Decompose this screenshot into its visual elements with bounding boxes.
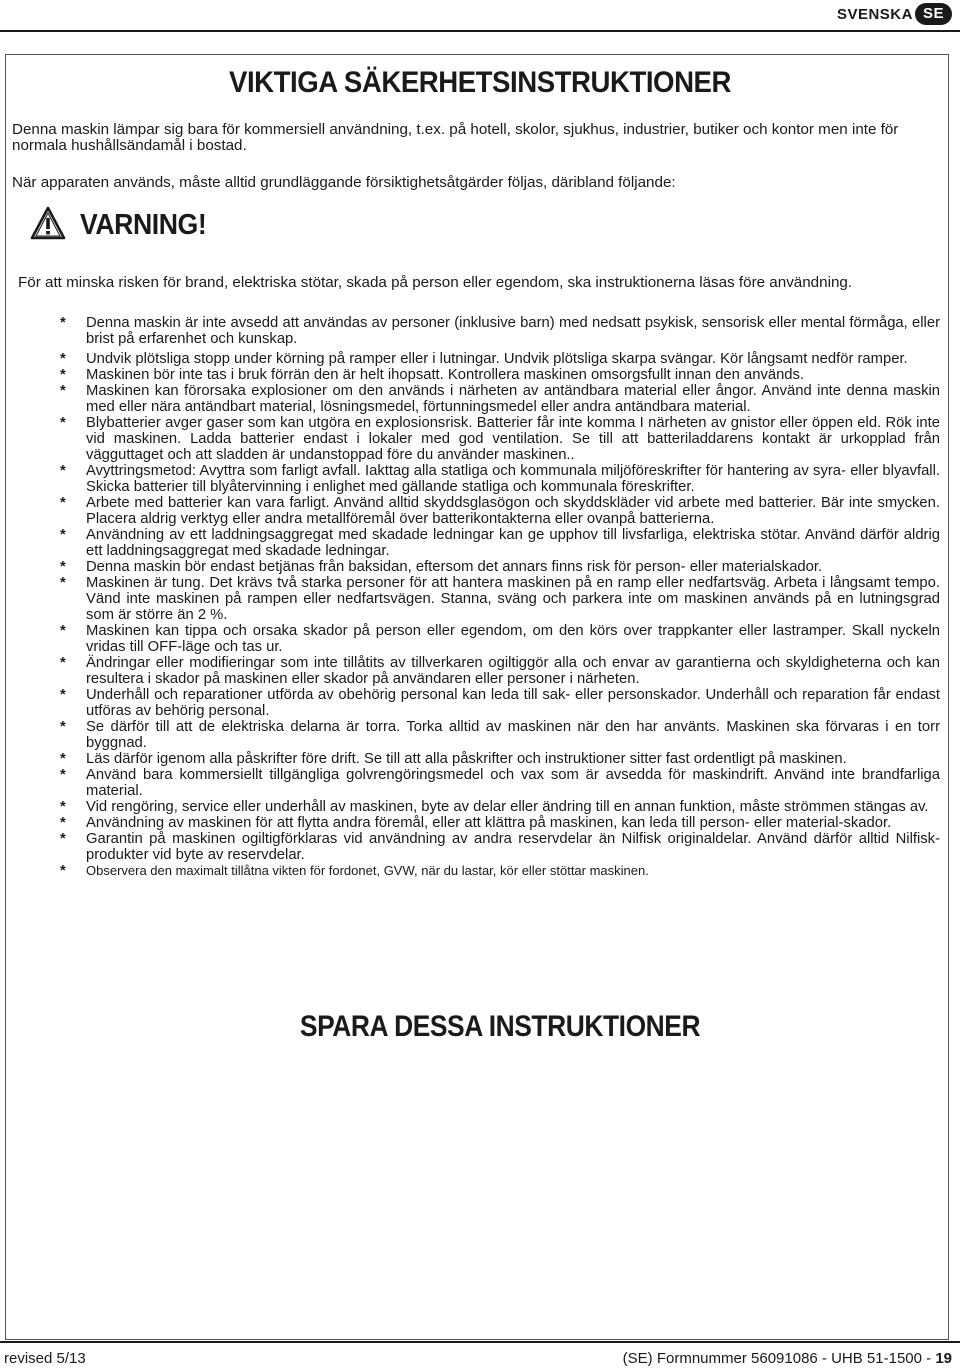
list-item: * Garantin på maskinen ogiltigförklaras vid användning av andra reservdelar än Nilfisk originaldelar. Använd därför alltid Nilfisk-produkter vid byte av reservdelar. (60, 831, 940, 863)
intro-paragraph-1: Denna maskin lämpar sig bara för kommersiell användning, t.ex. på hotell, skolor, sjukhus, industrier, butiker och kontor men inte för normala hushållsändamål i bostad. (12, 121, 899, 154)
bullet-star: * (60, 575, 66, 591)
revision-label: revised 5/13 (4, 1350, 86, 1367)
bullet-star: * (60, 383, 66, 399)
language-code-badge: SE (915, 3, 952, 25)
list-item: * Avyttringsmetod: Avyttra som farligt avfall. Iakttag alla statliga och kommunala miljöföreskrifter för hantering av syra- eller blyavfall. Skicka batterier till blyåtervinning i enlighet med gällande statliga och kommunala föreskrifter. (60, 463, 940, 495)
bullet-star: * (60, 623, 66, 639)
language-label: SVENSKA (836, 5, 913, 23)
save-instructions-title: SPARA DESSA INSTRUKTIONER (299, 1010, 701, 1043)
safety-list (60, 315, 940, 879)
bullet-star: * (60, 495, 66, 511)
form-number-text: (SE) Formnummer 56091086 - UHB 51-1500 - (622, 1350, 932, 1367)
warning-title: VARNING! (80, 209, 207, 241)
list-item: * Använd bara kommersiellt tillgängliga golvrengöringsmedel och vax som är avsedda för maskindrift. Använd inte brandfarliga material. (60, 767, 940, 799)
list-item: * Användning av maskinen för att flytta andra föremål, eller att klättra på maskinen, kan leda till person- eller material-skador. (60, 815, 892, 831)
list-item: * Denna maskin är inte avsedd att användas av personer (inklusive barn) med nedsatt psykisk, sensorisk eller mental förmåga, eller brist på erfarenhet och kunskap. (60, 315, 940, 347)
bullet-star: * (60, 719, 66, 735)
bullet-star: * (60, 351, 66, 367)
footer-divider (0, 1341, 960, 1343)
bullet-star: * (60, 415, 66, 431)
list-item: * Denna maskin bör endast betjänas från baksidan, eftersom det annars finns risk för person- eller materialskador. (60, 559, 823, 575)
warning-text: För att minska risken för brand, elektriska stötar, skada på person eller egendom, ska instruktionerna läsas före användning. (18, 274, 853, 291)
language-tab (837, 3, 952, 25)
list-item: * Maskinen kan tippa och orsaka skador på person eller egendom, om den körs over trappkanter eller lastramper. Skall nyckeln vridas till OFF-läge och tas ur. (60, 623, 940, 655)
list-item: * Observera den maximalt tillåtna vikten för fordonet, GVW, när du lastar, kör eller stöttar maskinen. (60, 863, 649, 879)
bullet-star: * (60, 463, 66, 479)
page-number: 19 (935, 1350, 952, 1367)
list-item: * Maskinen kan förorsaka explosioner om den används i närheten av antändbara material eller ångor. Använd inte denna maskin med eller nära antändbart material, lösningsmedel, förtunningsmedel eller andra antändbara material. (60, 383, 940, 415)
header-divider (0, 30, 960, 32)
bullet-star: * (60, 815, 66, 831)
list-item: * Vid rengöring, service eller underhåll av maskinen, byte av delar eller ändring till en annan funktion, måste strömmen stängas av. (60, 799, 929, 815)
list-item: * Maskinen bör inte tas i bruk förrän den är helt ihopsatt. Kontrollera maskinen omsorgsfullt innan den används. (60, 367, 805, 383)
list-item: * Underhåll och reparationer utförda av obehörig personal kan leda till sak- eller personskador. Underhåll och reparation får endast utföras av behörig personal. (60, 687, 940, 719)
form-number (623, 1350, 952, 1367)
bullet-star: * (60, 767, 66, 783)
list-item: * Blybatterier avger gaser som kan utgöra en explosionsrisk. Batterier får inte komma I närheten av gnistor eller öppen eld. Rök inte vid maskinen. Ladda batterier endast i lokaler med god ventilation. Se till att batteriladdarens kontakt är urkopplad från vägguttaget och att sladden är undanstoppad före du använder maskinen.. (60, 415, 940, 463)
bullet-star: * (60, 831, 66, 847)
bullet-star: * (60, 799, 66, 815)
list-item: * Läs därför igenom alla påskrifter före drift. Se till att alla påskrifter och instruktioner sitter fast ordentligt på maskinen. (60, 751, 847, 767)
bullet-star: * (60, 655, 66, 671)
list-item: * Se därför till att de elektriska delarna är torra. Torka alltid av maskinen när den har använts. Maskinen ska förvaras i en torr byggnad. (60, 719, 940, 751)
list-item: * Användning av ett laddningsaggregat med skadade ledningar kan ge upphov till livsfarliga, elektriska stötar. Använd därför aldrig ett laddningsaggregat med skadade ledningar. (60, 527, 940, 559)
warning-triangle-icon (30, 206, 66, 245)
intro-paragraph-2: När apparaten används, måste alltid grundläggande försiktighetsåtgärder följas, däribland följande: (12, 174, 676, 191)
bullet-star: * (60, 687, 66, 703)
bullet-star: * (60, 527, 66, 543)
page-title: VIKTIGA SÄKERHETSINSTRUKTIONER (229, 66, 731, 99)
list-item: * Maskinen är tung. Det krävs två starka personer för att hantera maskinen på en ramp eller nedfartsväg. Arbeta i långsamt tempo. Vänd inte maskinen på rampen eller nedfartsvägen. Stanna, sväng och parkera inte om maskinen används på en lutningsgrad som är större än 2 %. (60, 575, 940, 623)
list-item: * Arbete med batterier kan vara farligt. Använd alltid skyddsglasögon och skyddskläder vid arbete med batterier. Bär inte smycken. Placera aldrig verktyg eller andra metallföremål över batterikontakterna eller ovanpå batterierna. (60, 495, 940, 527)
list-item: * Undvik plötsliga stopp under körning på ramper eller i lutningar. Undvik plötsliga skarpa svängar. Kör långsamt nedför ramper. (60, 351, 908, 367)
bullet-star: * (60, 751, 66, 767)
bullet-star: * (60, 315, 66, 331)
bullet-star: * (60, 367, 66, 383)
bullet-star: * (60, 559, 66, 575)
bullet-star: * (60, 863, 66, 879)
list-item: * Ändringar eller modifieringar som inte tillåtits av tillverkaren ogiltiggör alla och envar av garantierna och skyldigheterna och kan resultera i skador på maskinen eller skador på användaren eller personer i närheten. (60, 655, 940, 687)
warning-heading (30, 206, 217, 245)
